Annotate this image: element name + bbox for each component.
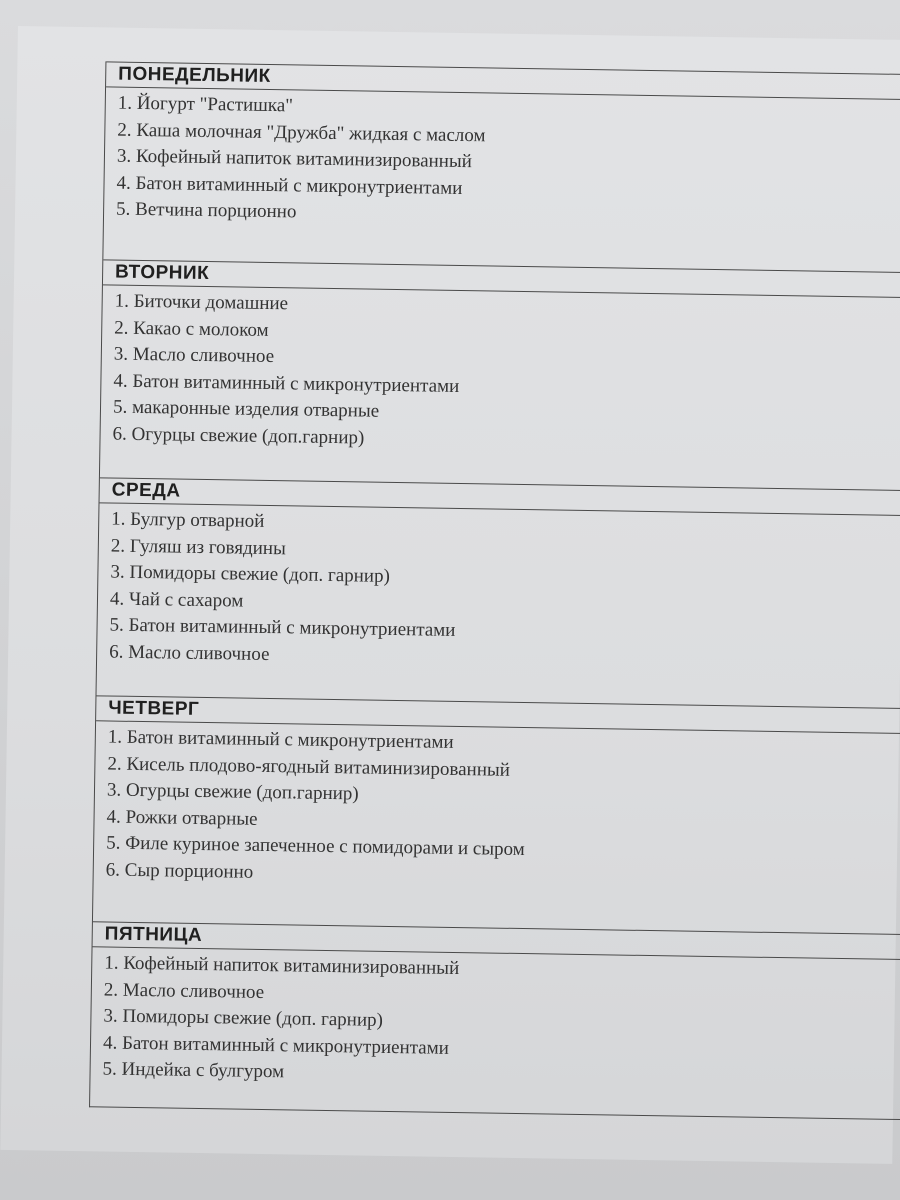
menu-item: 1. Биточки домашние	[114, 290, 289, 315]
menu-item: 3. Помидоры свежие (доп. гарнир)	[110, 561, 391, 587]
day-friday	[90, 921, 900, 1095]
day-items	[104, 87, 900, 235]
day-items	[94, 721, 900, 896]
menu-item: 1. Батон витаминный с микронутриентами	[107, 726, 454, 753]
day-heading: ПОНЕДЕЛЬНИК	[106, 61, 900, 100]
menu-item: 4. Чай с сахаром	[109, 588, 244, 612]
paper-sheet	[0, 26, 900, 1164]
day-thursday	[94, 695, 900, 896]
menu-item: 4. Батон витаминный с микронутриентами	[102, 1031, 450, 1059]
day-heading: СРЕДА	[100, 477, 900, 516]
menu-item: 1. Йогурт "Растишка"	[117, 92, 294, 117]
menu-item: 2. Кисель плодово-ягодный витаминизированный	[107, 752, 511, 781]
menu-item: 4. Батон витаминный с микронутриентами	[113, 370, 460, 397]
day-tuesday	[100, 259, 900, 460]
menu-item: 4. Рожки отварные	[106, 805, 258, 830]
menu-item: 1. Булгур отварной	[111, 508, 265, 532]
weekly-menu-table	[89, 61, 900, 1120]
menu-item: 2. Гуляш из говядины	[110, 535, 286, 559]
day-monday	[104, 61, 900, 235]
day-items	[100, 285, 900, 460]
day-items	[90, 947, 900, 1095]
menu-item: 6. Масло сливочное	[109, 641, 270, 665]
menu-item: 3. Помидоры свежие (доп. гарнир)	[103, 1005, 384, 1031]
menu-item: 2. Масло сливочное	[103, 978, 265, 1003]
menu-item: 3. Масло сливочное	[113, 343, 275, 368]
day-wednesday	[97, 477, 900, 678]
menu-item: 2. Каша молочная "Дружба" жидкая с маслом	[117, 119, 486, 146]
menu-item: 6. Сыр порционно	[105, 858, 254, 883]
day-items	[97, 503, 900, 678]
menu-item: 5. Филе куриное запеченное с помидорами и сыром	[106, 832, 525, 861]
menu-item: 5. Батон витаминный с микронутриентами	[109, 614, 456, 641]
menu-item: 5. Индейка с булгуром	[102, 1058, 285, 1083]
menu-item: 5. Ветчина порционно	[115, 198, 297, 223]
menu-item: 5. макаронные изделия отварные	[112, 396, 380, 422]
menu-item: 2. Какао с молоком	[114, 317, 269, 341]
menu-item: 4. Батон витаминный с микронутриентами	[116, 172, 463, 199]
menu-item: 6. Огурцы свежие (доп.гарнир)	[112, 423, 365, 448]
menu-item: 1. Кофейный напиток витаминизированный	[104, 952, 460, 980]
menu-item: 3. Кофейный напиток витаминизированный	[116, 145, 473, 173]
menu-item: 3. Огурцы свежие (доп.гарнир)	[106, 779, 359, 805]
day-heading: ПЯТНИЦА	[93, 921, 900, 960]
day-heading: ЧЕТВЕРГ	[96, 695, 900, 734]
day-heading: ВТОРНИК	[103, 259, 900, 298]
